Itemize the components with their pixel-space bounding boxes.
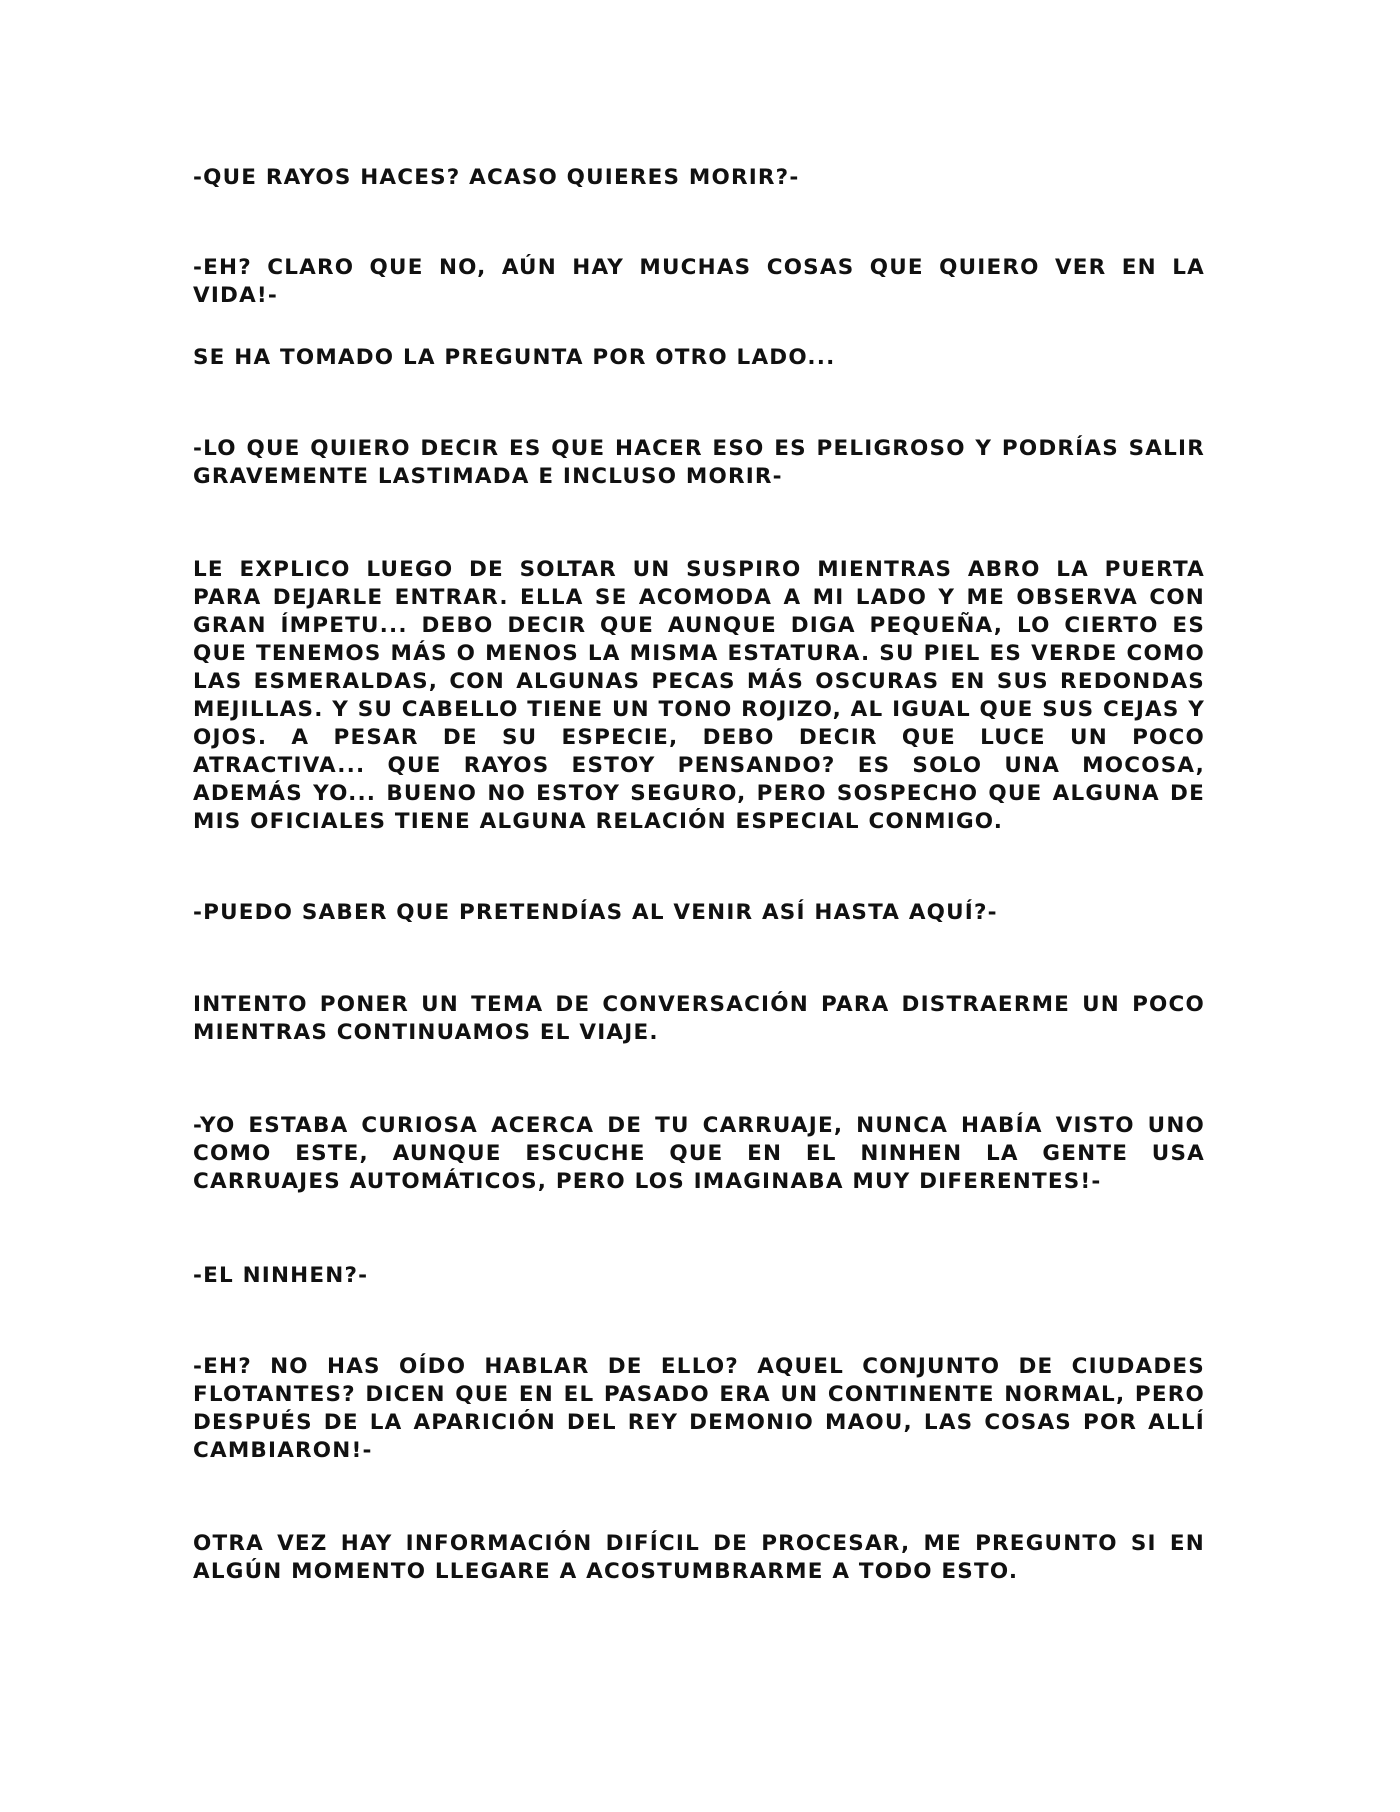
paragraph-7: INTENTO PONER UN TEMA DE CONVERSACIÓN PARA DISTRAERME UN POCO MIENTRAS CONTINUAMOS EL VIAJE. [193,992,1205,1045]
paragraph-10: -EH? NO HAS OÍDO HABLAR DE ELLO? AQUEL CONJUNTO DE CIUDADES FLOTANTES? DICEN QUE EN EL PASADO ERA UN CONTINENTE NORMAL, PERO DESPUÉS DE LA APARICIÓN DEL REY DEMONIO MAOU, LAS COSAS POR ALLÍ CAMBIARON!- [193,1354,1205,1463]
paragraph-1: -QUE RAYOS HACES? ACASO QUIERES MORIR?- [193,165,800,190]
paragraph-3: SE HA TOMADO LA PREGUNTA POR OTRO LADO... [193,345,836,370]
paragraph-6: -PUEDO SABER QUE PRETENDÍAS AL VENIR ASÍ HASTA AQUÍ?- [193,900,998,925]
document-page [193,0,1205,1812]
paragraph-5: LE EXPLICO LUEGO DE SOLTAR UN SUSPIRO MIENTRAS ABRO LA PUERTA PARA DEJARLE ENTRAR. ELLA SE ACOMODA A MI LADO Y ME OBSERVA CON GRAN ÍMPETU... DEBO DECIR QUE AUNQUE DIGA PEQUEÑA, LO CIERTO ES QUE TENEMOS MÁS O MENOS LA MISMA ESTATURA. SU PIEL ES VERDE COMO LAS ESMERALDAS, CON ALGUNAS PECAS MÁS OSCURAS EN SUS REDONDAS MEJILLAS. Y SU CABELLO TIENE UN TONO ROJIZO, AL IGUAL QUE SUS CEJAS Y OJOS. A PESAR DE SU ESPECIE, DEBO DECIR QUE LUCE UN POCO ATRACTIVA... QUE RAYOS ESTOY PENSANDO? ES SOLO UNA MOCOSA, ADEMÁS YO... BUENO NO ESTOY SEGURO, PERO SOSPECHO QUE ALGUNA DE MIS OFICIALES TIENE ALGUNA RELACIÓN ESPECIAL CONMIGO. [193,557,1206,834]
paragraph-2: -EH? CLARO QUE NO, AÚN HAY MUCHAS COSAS QUE QUIERO VER EN LA VIDA!- [193,255,1205,308]
paragraph-11: OTRA VEZ HAY INFORMACIÓN DIFÍCIL DE PROCESAR, ME PREGUNTO SI EN ALGÚN MOMENTO LLEGARE A ACOSTUMBRARME A TODO ESTO. [193,1531,1205,1584]
paragraph-9: -EL NINHEN?- [193,1263,369,1288]
paragraph-4: -LO QUE QUIERO DECIR ES QUE HACER ESO ES PELIGROSO Y PODRÍAS SALIR GRAVEMENTE LASTIMADA E INCLUSO MORIR- [193,436,1205,489]
paragraph-8: -YO ESTABA CURIOSA ACERCA DE TU CARRUAJE, NUNCA HABÍA VISTO UNO COMO ESTE, AUNQUE ESCUCHE QUE EN EL NINHEN LA GENTE USA CARRUAJES AUTOMÁTICOS, PERO LOS IMAGINABA MUY DIFERENTES!- [193,1113,1205,1194]
